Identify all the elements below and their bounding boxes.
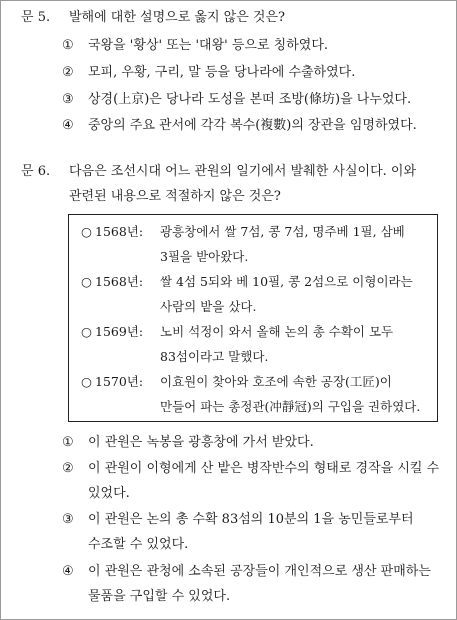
option-text-line-2: 수조할 수 있었다. (88, 537, 189, 552)
diary-excerpt-box (68, 214, 438, 422)
question-6-stem-line-1: 다음은 조선시대 어느 관원의 일기에서 발췌한 사실이다. 이와 (69, 164, 417, 179)
option-text-line-1: 이 관원은 관청에 소속된 공장들이 개인적으로 생산 판매하는 (88, 564, 431, 579)
option-marker: ① (62, 435, 74, 450)
option-marker: ④ (62, 564, 74, 579)
entry-date: 1570년: (95, 374, 144, 389)
entry-date: 1569년: (95, 324, 144, 339)
option-marker: ③ (62, 512, 74, 527)
question-6-stem-line-2: 관련된 내용으로 적절하지 않은 것은? (69, 189, 281, 204)
option-text: 상경(上京)은 당나라 도성을 본떠 조방(條坊)을 나누었다. (88, 92, 412, 107)
option-text: 모피, 우황, 구리, 말 등을 당나라에 수출하였다. (88, 65, 356, 80)
entry-date: 1568년: (95, 224, 144, 239)
option-text-line-2: 있었다. (88, 486, 130, 501)
option-marker: ① (62, 38, 74, 53)
entry-text-line-2: 83섬이라고 말했다. (160, 349, 269, 364)
question-6-header (21, 163, 441, 207)
option-marker: ② (62, 461, 74, 476)
option-text: 중앙의 주요 관서에 각각 복수(複數)의 장관을 임명하였다. (88, 118, 417, 133)
question-5-header (21, 9, 441, 27)
entry-text-line-2: 사람의 밭을 샀다. (160, 299, 257, 314)
option-text-line-1: 이 관원은 논의 총 수확 83섬의 10분의 1을 농민들로부터 (88, 512, 414, 527)
entry-text-line-1: 이효원이 찾아와 호조에 속한 공장(工匠)이 (160, 374, 392, 389)
question-5-number: 문 5. (21, 10, 51, 25)
entry-text-line-2: 3필을 받아왔다. (160, 249, 249, 264)
option-text-line-1: 이 관원은 녹봉을 광흥창에 가서 받았다. (88, 435, 314, 450)
entry-text-line-1: 쌀 4섬 5되와 베 10필, 콩 2섬으로 이형이라는 (160, 274, 413, 289)
option-text-line-1: 이 관원이 이형에게 산 밭은 병작반수의 형태로 경작을 시킬 수 (88, 461, 440, 476)
entry-bullet: ○ (81, 324, 92, 339)
option-marker: ④ (62, 118, 74, 133)
entry-text-line-2: 만들어 파는 총정관(冲靜冠)의 구입을 권하였다. (160, 399, 421, 414)
option-marker: ③ (62, 92, 74, 107)
option-text-line-2: 물품을 구입할 수 있었다. (88, 589, 231, 604)
entry-date: 1568년: (95, 274, 144, 289)
question-6-number: 문 6. (21, 164, 51, 179)
option-marker: ② (62, 65, 74, 80)
entry-text-line-1: 광흥창에서 쌀 7섬, 콩 7섬, 명주베 1필, 삼베 (160, 224, 405, 239)
question-5-stem: 발해에 대한 설명으로 옳지 않은 것은? (69, 10, 286, 25)
entry-bullet: ○ (81, 374, 92, 389)
entry-bullet: ○ (81, 274, 92, 289)
option-text: 국왕을 '황상' 또는 '대왕' 등으로 칭하였다. (88, 38, 329, 53)
entry-bullet: ○ (81, 224, 92, 239)
entry-text-line-1: 노비 석정이 와서 올해 논의 총 수확이 모두 (160, 324, 394, 339)
